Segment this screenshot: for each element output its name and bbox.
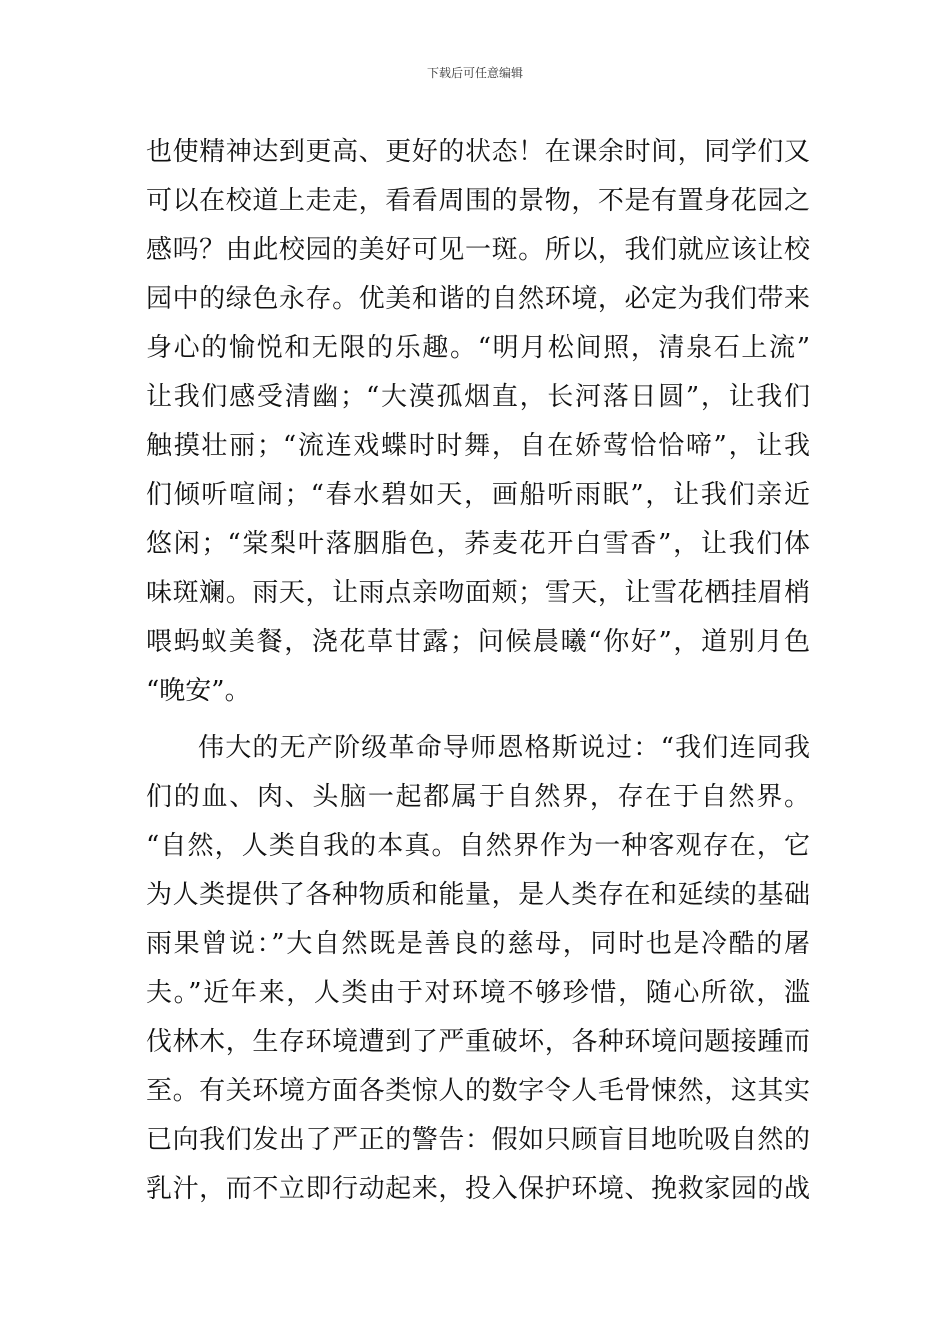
text-line: 为人类提供了各种物质和能量，是人类存在和延续的基础 (146, 880, 810, 910)
text-line: 们的血、肉、头脑一起都属于自然界，存在于自然界。 (146, 782, 810, 812)
text-line: 也使精神达到更高、更好的状态！在课余时间，同学们又 (146, 137, 810, 167)
text-line: 感吗？由此校园的美好可见一斑。所以，我们就应该让校 (146, 235, 810, 265)
text-line: 至。有关环境方面各类惊人的数字令人毛骨悚然，这其实 (146, 1076, 810, 1106)
paragraph-1 (146, 128, 810, 716)
text-line: 伟大的无产阶级革命导师恩格斯说过：“我们连同我 (198, 733, 810, 763)
text-line: 雨果曾说：”大自然既是善良的慈母，同时也是冷酷的屠 (146, 929, 810, 959)
text-line: 园中的绿色永存。优美和谐的自然环境，必定为我们带来 (146, 284, 810, 314)
text-line: 悠闲；“棠梨叶落胭脂色，荞麦花开白雪香”，让我们体 (146, 529, 810, 559)
text-line: 让我们感受清幽；“大漠孤烟直，长河落日圆”，让我们 (146, 382, 810, 412)
text-line: 夫。”近年来，人类由于对环境不够珍惜，随心所欲，滥 (146, 978, 810, 1008)
text-line: 喂蚂蚁美餐，浇花草甘露；问候晨曦“你好”，道别月色 (146, 627, 810, 657)
text-line: 已向我们发出了严正的警告：假如只顾盲目地吮吸自然的 (146, 1125, 810, 1155)
text-line: “晚安”。 (146, 676, 251, 706)
text-line: 乳汁，而不立即行动起来，投入保护环境、挽救家园的战 (146, 1174, 810, 1204)
text-line: 伐林木，生存环境遭到了严重破坏，各种环境问题接踵而 (146, 1027, 810, 1057)
text-line: 身心的愉悦和无限的乐趣。“明月松间照，清泉石上流” (146, 333, 810, 363)
paragraph-2 (146, 724, 810, 1214)
text-line: 触摸壮丽；“流连戏蝶时时舞，自在娇莺恰恰啼”，让我 (146, 431, 810, 461)
text-line: “自然，人类自我的本真。自然界作为一种客观存在，它 (146, 831, 810, 861)
text-line: 们倾听喧闹；“春水碧如天，画船听雨眠”，让我们亲近 (146, 480, 810, 510)
paragraph-spacer (146, 716, 810, 724)
page-header: 下载后可任意编辑 (426, 66, 523, 80)
text-line: 味斑斓。雨天，让雨点亲吻面颊；雪天，让雪花栖挂眉梢 (146, 578, 810, 608)
document-body (146, 128, 810, 1214)
text-line: 可以在校道上走走，看看周围的景物，不是有置身花园之 (146, 186, 810, 216)
